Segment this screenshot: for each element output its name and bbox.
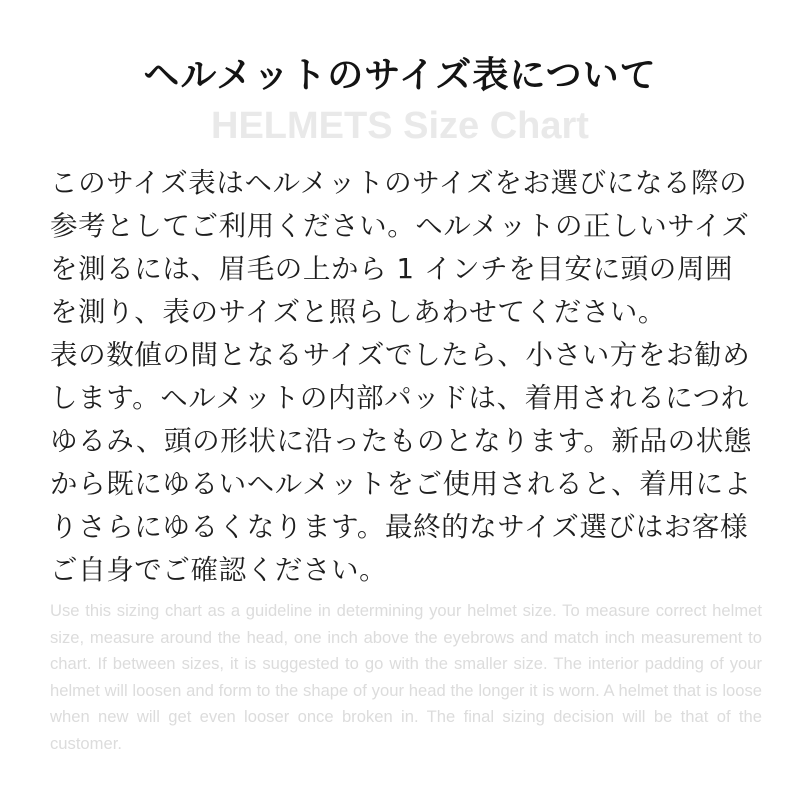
japanese-paragraph-measuring: このサイズ表はヘルメットのサイズをお選びになる際の参考としてご利用ください。ヘルメットの正しいサイズを測るには、眉毛の上から 1 インチを目安に頭の周囲を測り、表のサイズと照らしあわせてください。 [50,167,750,328]
english-body-text: Use this sizing chart as a guideline in determining your helmet size. To measure correct helmet size, measure around the head, one inch above the eyebrows and match inch measurement to chart. If between sizes, it is suggested to go with the smaller size. The interior padding of your helmet will loosen and form to the shape of your head the longer it is worn. A helmet that is loose when new will get even looser once broken in. The final sizing decision will be that of the customer. [50,601,762,753]
page-title-japanese: ヘルメットのサイズ表について [143,55,657,96]
page-subtitle-english: HELMETS Size Chart [211,105,589,147]
japanese-paragraph-fit-advice: 表の数値の間となるサイズでしたら、小さい方をお勧めします。ヘルメットの内部パッドは、着用されるにつれゆるみ、頭の形状に沿ったものとなります。新品の状態から既にゆるいヘルメットをご使用されると、着用によりさらにゆるくなります。最終的なサイズ選びはお客様ご自身でご確認ください。 [50,339,752,586]
japanese-body-text [50,162,760,592]
